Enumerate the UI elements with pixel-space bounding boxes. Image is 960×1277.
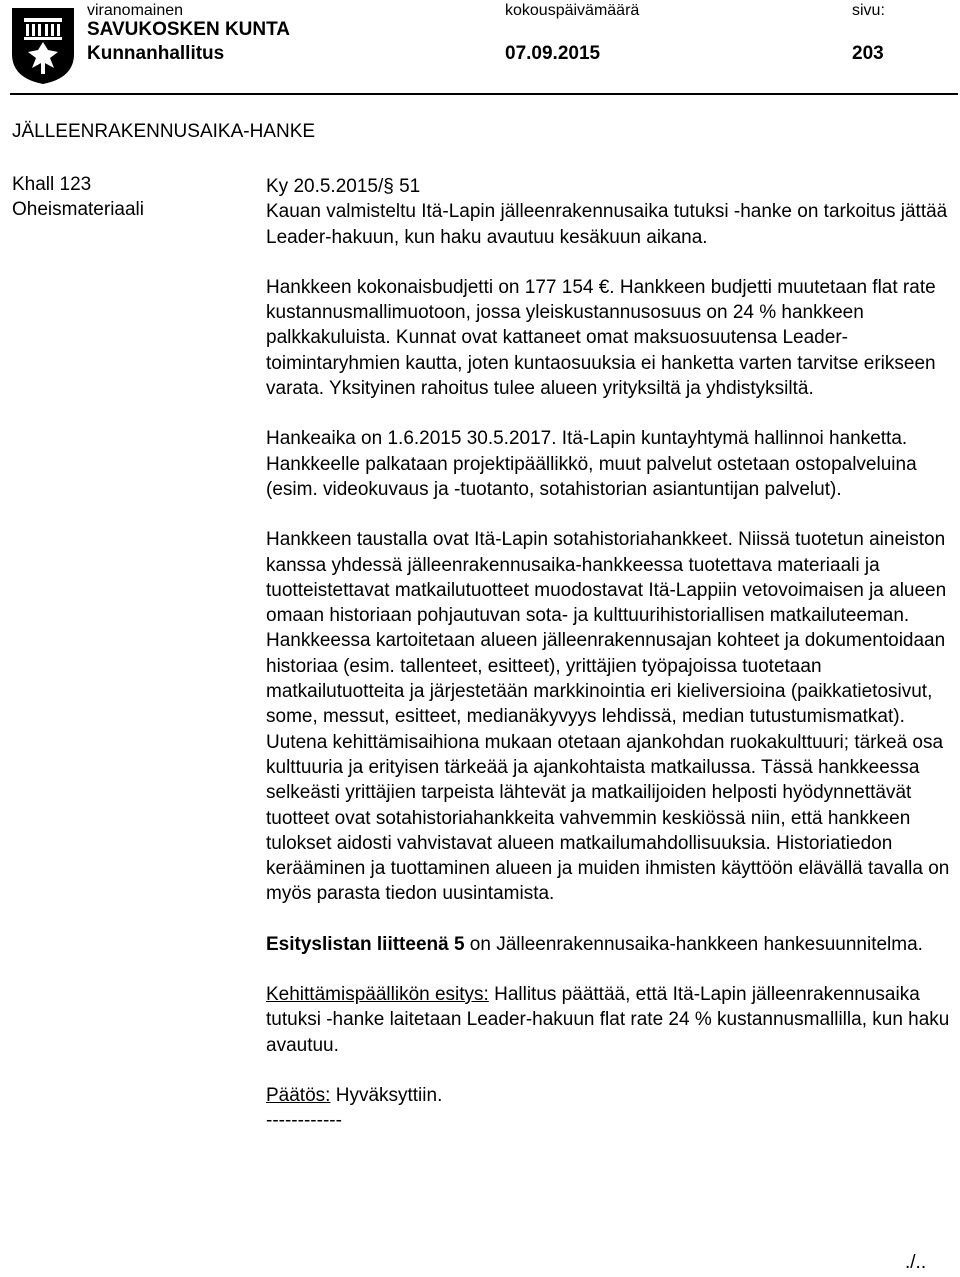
paragraph-intro: Kauan valmisteltu Itä-Lapin jälleenrakennusaika tutuksi -hanke on tarkoitus jättää Leader-hakuun, kun haku avautuu kesäkuun aikana. [266,201,948,248]
paragraph-schedule: Hankeaika on 1.6.2015 30.5.2017. Itä-Lapin kuntayhtymä hallinnoi hanketta. Hankkeelle palkataan projektipäällikkö, muut palvelut ostetaan ostopalveluina (esim. videokuvaus ja -tuotanto, sotahistorian asiantuntijan palvelut). [266,428,917,500]
attachment-label: Oheismateriaali [12,199,144,220]
document-body [266,174,956,1134]
document-title: JÄLLEENRAKENNUSAIKA-HANKE [12,121,316,142]
separator-line: ------------ [266,1110,342,1132]
header-col1-label: viranomainen [87,2,184,19]
paragraph-background: Hankkeen taustalla ovat Itä-Lapin sotahistoriahankkeet. Niissä tuotetun aineiston kanssa yhdessä jälleenrakennusaika-hankkeessa tuotettava materiaali ja tuotteistettavat matkailutuotteet muodostavat Itä-Lappiin vetovoimaisen ja alueen omaan historiaan pohjautuvan sota- ja kulttuurihistoriallisen matkailuteeman. Hankkeessa kartoitetaan alueen jälleenrakennusajan kohteet ja dokumentoidaan historiaa (esim. tallenteet, esitteet), yrittäjien työpajoissa tuotetaan matkailutuotteita ja järjestetään markkinointia eri kieliversioina (paikkatietosivut, some, messut, esitteet, medianäkyvyys lehdissä, median tutustumismatkat). Uutena kehittämisaihiona mukaan otetaan ajankohdan ruokakulttuuri; tärkeä osa kulttuuria ja erityisen tärkeää ja ajankohtaista matkailussa. Tässä hankkeessa selkeästi yrittäjien tarpeista lähtevät ja matkailijoiden helposti hyödynnettävät tuotteet ovat sotahistoriahankkeita vahvemmin keskiössä niin, että hankkeen tulokset aidosti vahvistavat alueen matkailumahdollisuuksia. Historiatiedon kerääminen ja tuottaminen alueen ja muiden ihmisten käyttöön elävällä tavalla on myös parasta tiedon uusintamista. [266,529,950,905]
paragraph-proposal [266,982,956,1058]
reference-line: Ky 20.5.2015/§ 51 [266,176,421,197]
header-col3-label: sivu: [852,2,885,19]
municipality-coat-of-arms-icon [10,6,76,86]
paragraph-attachment [266,932,956,957]
proposal-text: Hallitus päättää, että Itä-Lapin jälleenrakennusaika tutuksi -hanke laitetaan Leader-hakuun flat rate 24 % kustannusmallilla, kun haku avautuu. [266,984,950,1056]
paragraph-budget: Hankkeen kokonaisbudjetti on 177 154 €. Hankkeen budjetti muutetaan flat rate kustannusmallimuotoon, jossa yleiskustannusosuus on 24 % hankkeen palkkakuluista. Kunnat ovat kattaneet omat maksuosuutensa Leader-toimintaryhmien kautta, joten kuntaosuuksia ei hanketta varten tarvitse erikseen varata. Yksityinen rahoitus tulee alueen yrityksiltä ja yhdistyksiltä. [266,276,936,400]
decision-label: Päätös: [266,1084,331,1106]
header-col2-label: kokouspäivämäärä [505,2,640,19]
continued-marker: ./.. [905,1252,927,1273]
page-number: 203 [852,43,884,64]
attachment-text: on Jälleenrakennusaika-hankkeen hankesuunnitelma. [464,933,923,955]
header-divider [10,93,958,95]
attachment-bold: Esityslistan liitteenä 5 [266,933,465,955]
governing-body-name: Kunnanhallitus [87,43,225,64]
decision-text: Hyväksyttiin. [330,1084,443,1106]
paragraph-decision [266,1083,956,1108]
organization-name: SAVUKOSKEN KUNTA [87,19,291,40]
meeting-date: 07.09.2015 [505,43,601,64]
proposal-label: Kehittämispäällikön esitys: [266,984,489,1006]
reference-left: Khall 123 [12,174,92,195]
